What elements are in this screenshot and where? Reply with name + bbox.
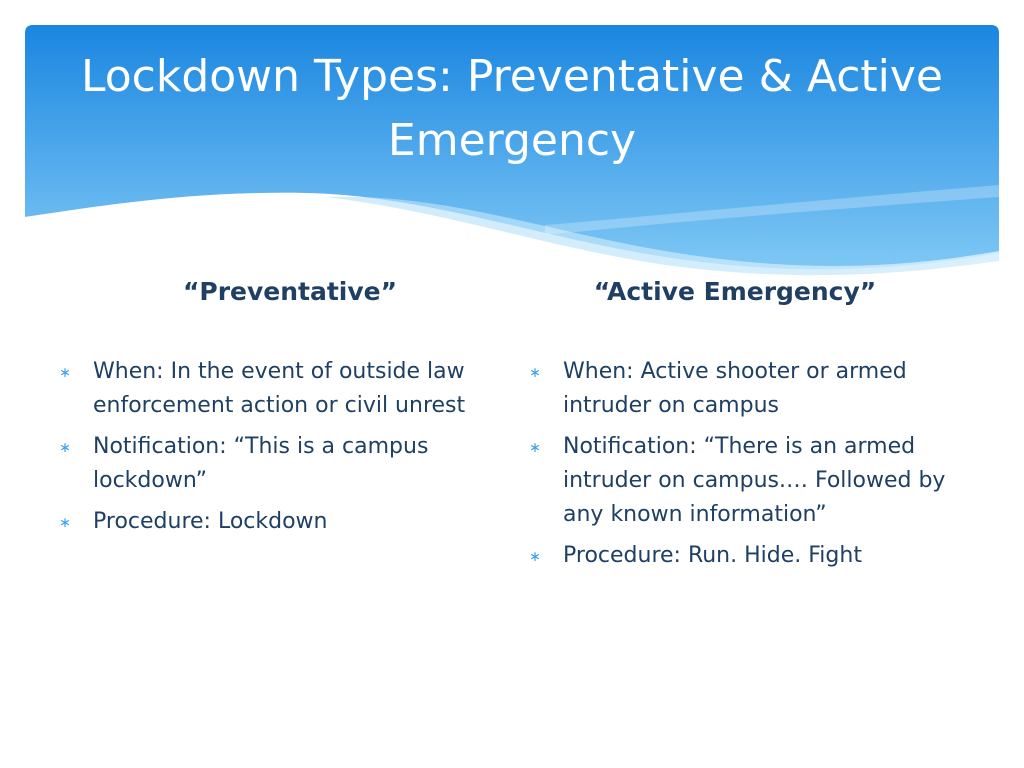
list-item: [525, 430, 965, 532]
slide-title: Lockdown Types: Preventative & Active Emergency: [81, 51, 943, 166]
bullet-text: When: In the event of outside law enforcement action or civil unrest: [93, 359, 466, 418]
list-item: [525, 355, 965, 423]
asterisk-bullet-icon: ∗: [59, 365, 71, 381]
bullet-text: When: Active shooter or armed intruder on campus: [563, 359, 907, 418]
asterisk-bullet-icon: ∗: [529, 365, 541, 381]
asterisk-bullet-icon: ∗: [529, 549, 541, 565]
bullet-text: Notification: “This is a campus lockdown”: [93, 434, 429, 493]
asterisk-bullet-icon: ∗: [59, 440, 71, 456]
preventative-bullet-list: [55, 355, 485, 546]
preventative-heading: “Preventative”: [182, 277, 398, 306]
list-item: [55, 505, 485, 539]
list-item: [55, 430, 485, 498]
bullet-text: Procedure: Lockdown: [93, 509, 328, 534]
list-item: [525, 539, 965, 573]
bullet-text: Procedure: Run. Hide. Fight: [563, 543, 862, 568]
active-emergency-bullet-list: [525, 355, 965, 580]
active-emergency-heading: “Active Emergency”: [593, 277, 877, 306]
bullet-text: Notification: “There is an armed intruder on campus.… Followed by any known information”: [563, 434, 946, 527]
asterisk-bullet-icon: ∗: [59, 515, 71, 531]
list-item: [55, 355, 485, 423]
asterisk-bullet-icon: ∗: [529, 440, 541, 456]
